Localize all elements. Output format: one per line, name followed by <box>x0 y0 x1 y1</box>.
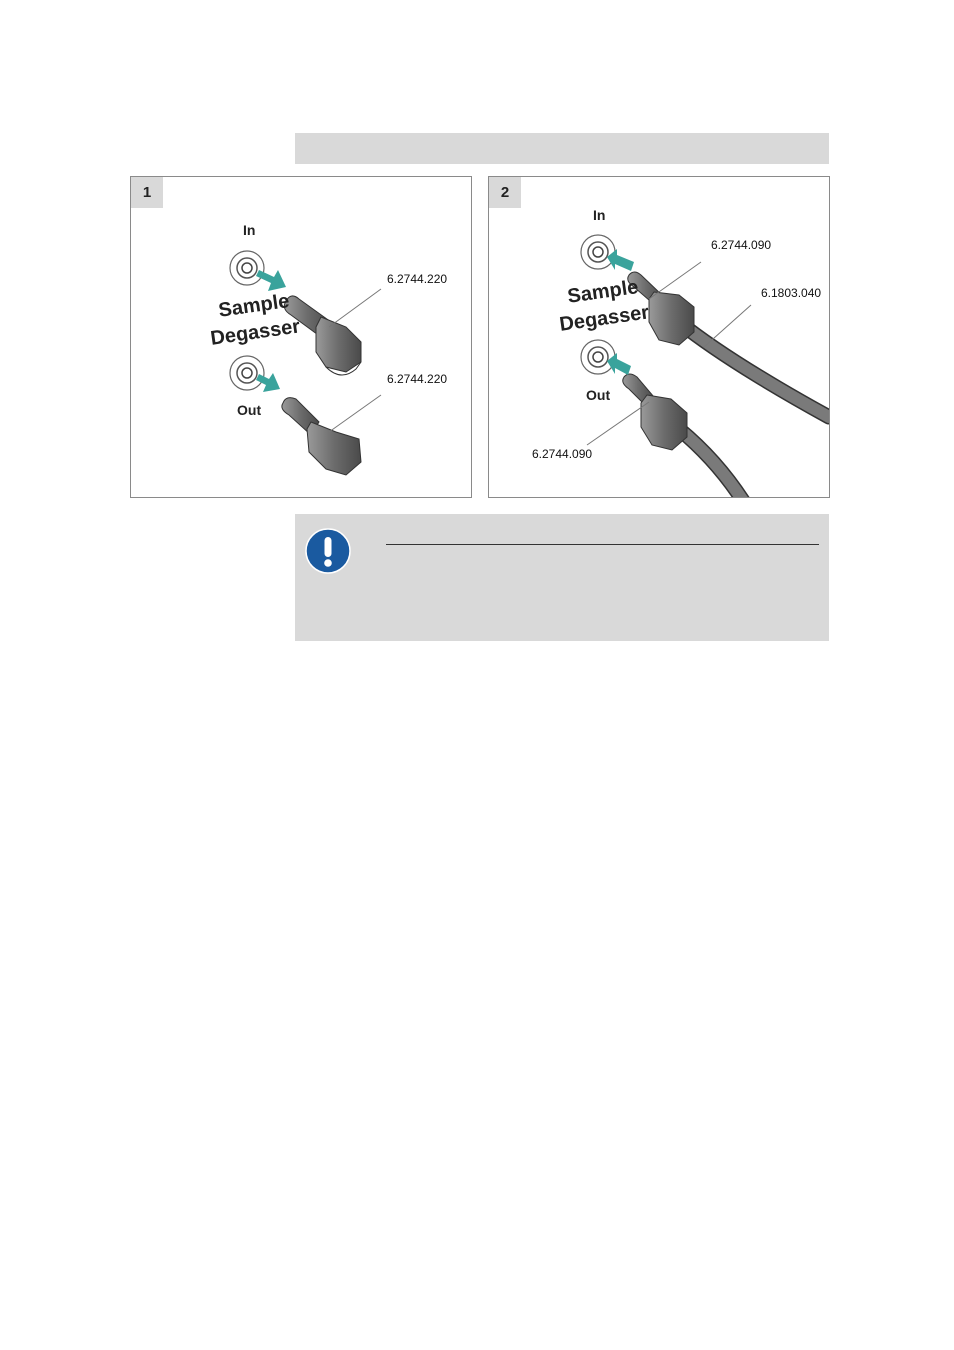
port-in-label: In <box>243 222 256 238</box>
part-number-top: 6.2744.220 <box>387 272 448 286</box>
plug-bottom <box>282 398 361 475</box>
device-label-line1: Sample <box>217 290 291 322</box>
fitting-bottom <box>623 374 687 450</box>
step-number-badge: 2 <box>489 177 521 208</box>
arrow-remove-in <box>256 270 286 291</box>
note-divider <box>386 544 819 545</box>
step-number-badge: 1 <box>131 177 163 208</box>
port-in-label: In <box>593 207 606 223</box>
device-label-line2: Degasser <box>558 301 651 336</box>
section-header-bar <box>295 133 829 164</box>
exclamation-icon <box>305 528 351 574</box>
figure-step-2 <box>488 176 830 498</box>
port-in-socket <box>230 251 264 285</box>
port-in-socket <box>581 235 615 269</box>
device-label-line2: Degasser <box>209 315 302 350</box>
part-number-bottom: 6.2744.090 <box>532 447 593 461</box>
part-number-bottom: 6.2744.220 <box>387 372 448 386</box>
port-out-socket <box>581 340 615 374</box>
caution-note <box>295 514 829 641</box>
port-out-label: Out <box>237 402 262 418</box>
device-label-line1: Sample <box>566 276 640 308</box>
port-out-label: Out <box>586 387 611 403</box>
part-number-top: 6.2744.090 <box>711 238 772 252</box>
part-number-tube: 6.1803.040 <box>761 286 822 300</box>
figure-step-1 <box>130 176 472 498</box>
port-out-socket <box>230 356 264 390</box>
